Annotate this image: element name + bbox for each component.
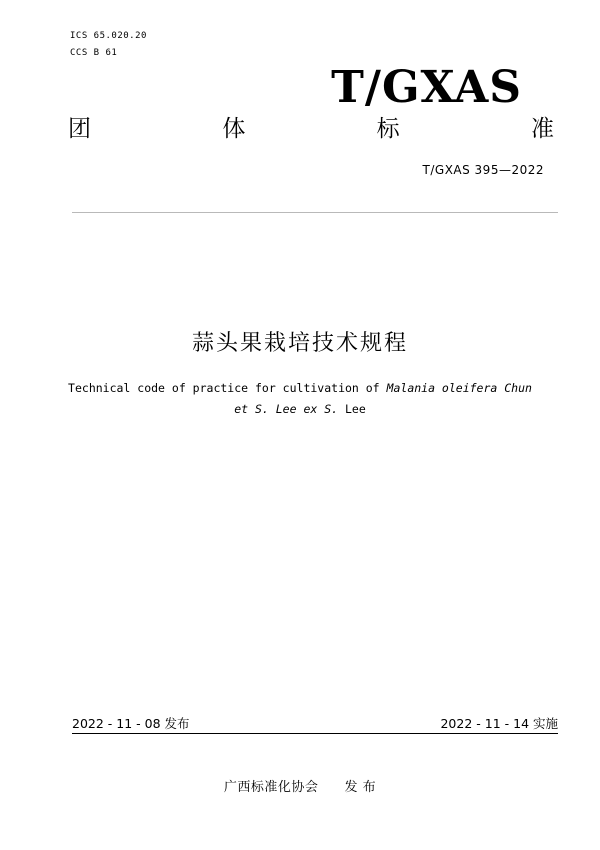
implement-date: 2022 - 11 - 14 实施	[440, 716, 558, 731]
standard-kind-char: 准	[530, 116, 554, 142]
standard-brand: T/GXAS	[331, 62, 522, 113]
ics-code: ICS 65.020.20	[70, 31, 147, 41]
standard-kind-char: 体	[222, 116, 246, 142]
ccs-code: CCS B 61	[70, 48, 118, 58]
title-english-suffix: Lee	[338, 402, 366, 416]
title-english	[60, 378, 540, 420]
title-english-text: Technical code of practice for cultivation of	[68, 381, 387, 395]
ics-ccs-block	[70, 28, 147, 62]
standard-kind	[68, 112, 554, 146]
issuer-action: 发 布	[344, 780, 377, 795]
footer-divider	[72, 733, 558, 734]
standard-code: T/GXAS 395—2022	[422, 163, 544, 177]
title-chinese: 蒜头果栽培技术规程	[191, 331, 408, 356]
header-divider	[72, 212, 558, 213]
issuer-name: 广西标准化协会	[223, 780, 319, 795]
title-english-species: Malania oleifera Chun et S. Lee ex S.	[234, 381, 532, 416]
issuer-line	[0, 776, 600, 795]
standard-kind-char: 团	[68, 116, 91, 142]
standard-kind-char: 标	[376, 116, 400, 142]
issue-date: 2022 - 11 - 08 发布	[72, 716, 190, 731]
